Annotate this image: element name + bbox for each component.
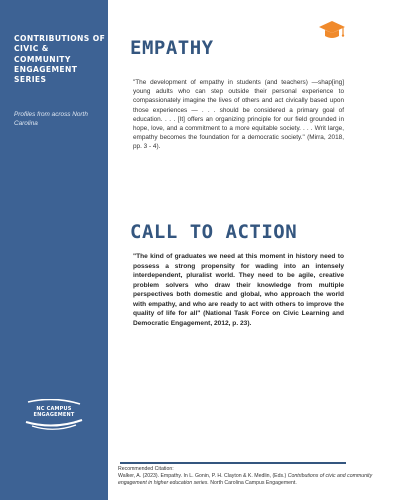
call-to-action-heading: CALL TO ACTION — [130, 221, 298, 243]
citation-series: Contributions of civic and community engagement in higher education series. — [118, 472, 373, 486]
empathy-heading: EMPATHY — [130, 37, 214, 59]
footer-divider — [120, 462, 346, 464]
logo-line2: ENGAGEMENT — [33, 412, 75, 418]
citation-body-end: North Carolina Campus Engagement. — [208, 479, 297, 486]
recommended-citation — [118, 466, 378, 487]
citation-label: Recommended Citation: — [118, 466, 174, 472]
sidebar — [0, 0, 108, 500]
citation-body-start: Walker, A. (2023). Empathy. In L. Gonin, P. H. Clayton & K. Medlin, (Eds.) — [118, 472, 288, 479]
empathy-quote: "The development of empathy in students (and teachers) —shap[ing] young adults who can step outside their personal experience to compassionately imagine the lives of others and act civically based upon those experiences — . . . should be considered a primary goal of education. . . . [It] offers an organizing principle for our field grounded in hope, love, and a commitment to a more equitable society. . . . Writ large, empathy becomes the foundation for a democratic society." (Mirra, 2018, pp. 3 - 4). — [133, 79, 344, 151]
nc-campus-engagement-logo — [22, 399, 86, 445]
series-subtitle: Profiles from across North Carolina — [14, 111, 88, 127]
logo-line1: NC CAMPUS — [36, 406, 72, 412]
citation-body — [118, 473, 378, 487]
series-title: CONTRIBUTIONS OF CIVIC & COMMUNITY ENGAGEMENT SERIES — [14, 34, 106, 85]
graduation-cap-icon — [318, 20, 346, 42]
call-to-action-quote: "The kind of graduates we need at this moment in history need to possess a strong propensity for wading into an intensely interdependent, pluralist world. They need to be agile, creative problem solvers who draw their knowledge from multiple perspectives both domestic and global, who approach the world with empathy, and who are ready to act with others to improve the quality of life for all" (National Task Force on Civic Learning and Democratic Engagement, 2012, p. 23). — [133, 253, 344, 327]
